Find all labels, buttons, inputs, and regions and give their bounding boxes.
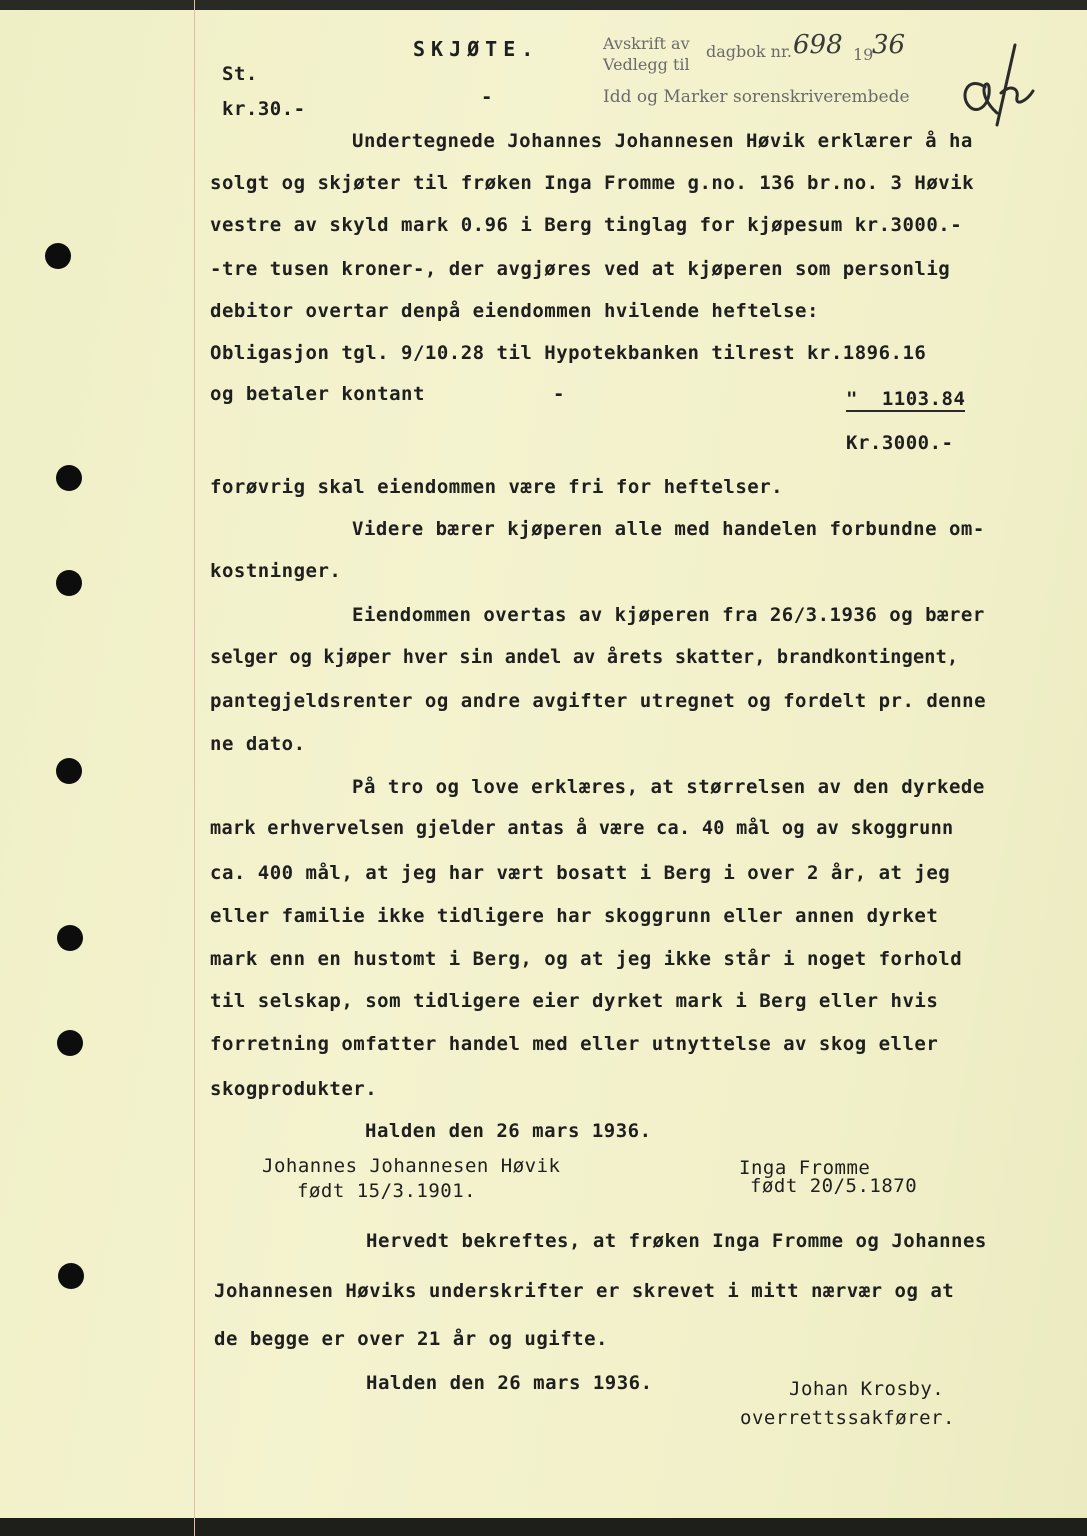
body-line: debitor overtar denpå eiendommen hvilende heftelse:	[210, 300, 819, 322]
seller-name: Johannes Johannesen Høvik	[262, 1155, 561, 1177]
stamp-avskrift: Avskrift av	[603, 34, 690, 53]
stamp-dagbok: dagbok nr.	[706, 42, 792, 61]
punch-hole	[56, 465, 82, 491]
punch-hole	[56, 570, 82, 596]
left-st: St.	[222, 63, 258, 85]
body-line: -tre tusen kroner-, der avgjøres ved at kjøperen som personlig	[210, 258, 951, 280]
left-fee: kr.30.-	[222, 98, 306, 120]
body-line: vestre av skyld mark 0.96 i Berg tinglag for kjøpesum kr.3000.-	[210, 214, 963, 236]
margin-line	[194, 0, 195, 1536]
buyer-name: Inga Fromme	[739, 1157, 871, 1179]
buyer-born: født 20/5.1870	[750, 1175, 918, 1197]
handwritten-initials	[945, 35, 1040, 135]
body-line: Eiendommen overtas av kjøperen fra 26/3.1936 og bærer	[352, 604, 985, 626]
attestation-signer: Johan Krosby.	[789, 1378, 945, 1400]
body-line: På tro og love erklæres, at størrelsen av den dyrkede	[352, 776, 985, 798]
body-line: Obligasjon tgl. 9/10.28 til Hypotekbanken tilrest kr.1896.16	[210, 342, 927, 364]
punch-hole	[58, 1263, 84, 1289]
stamp-office: Idd og Marker sorenskriverembede	[603, 87, 910, 107]
header-dash: -	[481, 86, 493, 108]
body-line: Videre bærer kjøperen alle med handelen forbundne om-	[352, 518, 985, 540]
body-line: eller familie ikke tidligere har skoggrunn eller annen dyrket	[210, 905, 939, 927]
body-line: -	[553, 383, 565, 405]
attestation-line: Johannesen Høviks underskrifter er skrevet i mitt nærvær og at	[214, 1280, 955, 1302]
punch-hole	[57, 1030, 83, 1056]
body-line: Undertegnede Johannes Johannesen Høvik erklærer å ha	[352, 130, 973, 152]
punch-hole	[57, 925, 83, 951]
body-line: selger og kjøper hver sin andel av årets skatter, brandkontingent,	[210, 647, 959, 668]
attestation-date: Halden den 26 mars 1936.	[366, 1372, 653, 1394]
body-line: til selskap, som tidligere eier dyrket mark i Berg eller hvis	[210, 990, 939, 1012]
body-line: kostninger.	[210, 560, 342, 582]
attestation-signer-title: overrettssakfører.	[740, 1407, 955, 1429]
body-line: mark enn en hustomt i Berg, og at jeg ikke står i noget forhold	[210, 948, 963, 970]
year-handwritten: 36	[872, 30, 906, 60]
scan-top-edge	[0, 0, 1087, 10]
body-line: ne dato.	[210, 733, 306, 755]
document-title: SKJØTE.	[413, 37, 540, 61]
body-line: forøvrig skal eiendommen være fri for heftelser.	[210, 476, 784, 498]
scan-bottom-edge	[0, 1518, 1087, 1536]
dagbok-number: 698	[793, 30, 843, 60]
stamp-year-prefix: 19	[853, 45, 874, 64]
body-line: mark erhvervelsen gjelder antas å være ca. 40 mål og av skoggrunn	[210, 818, 954, 839]
body-line: pantegjeldsrenter og andre avgifter utregnet og fordelt pr. denne	[210, 690, 987, 712]
body-line: skogprodukter.	[210, 1078, 378, 1100]
body-line: ca. 400 mål, at jeg har vært bosatt i Berg i over 2 år, at jeg	[210, 862, 951, 884]
attestation-line: de begge er over 21 år og ugifte.	[214, 1328, 608, 1350]
seller-born: født 15/3.1901.	[297, 1180, 477, 1202]
body-line: solgt og skjøter til frøken Inga Fromme g.no. 136 br.no. 3 Høvik	[210, 172, 975, 194]
amount-cash: " 1103.84	[846, 388, 966, 410]
place-date: Halden den 26 mars 1936.	[365, 1120, 652, 1142]
stamp-vedlegg: Vedlegg til	[603, 55, 690, 74]
amount-total: Kr.3000.-	[846, 432, 954, 454]
body-line: forretning omfatter handel med eller utnyttelse av skog eller	[210, 1033, 939, 1055]
attestation-line: Hervedt bekreftes, at frøken Inga Fromme og Johannes	[366, 1230, 987, 1252]
punch-hole	[45, 243, 71, 269]
punch-hole	[56, 758, 82, 784]
body-line: og betaler kontant	[210, 383, 425, 405]
